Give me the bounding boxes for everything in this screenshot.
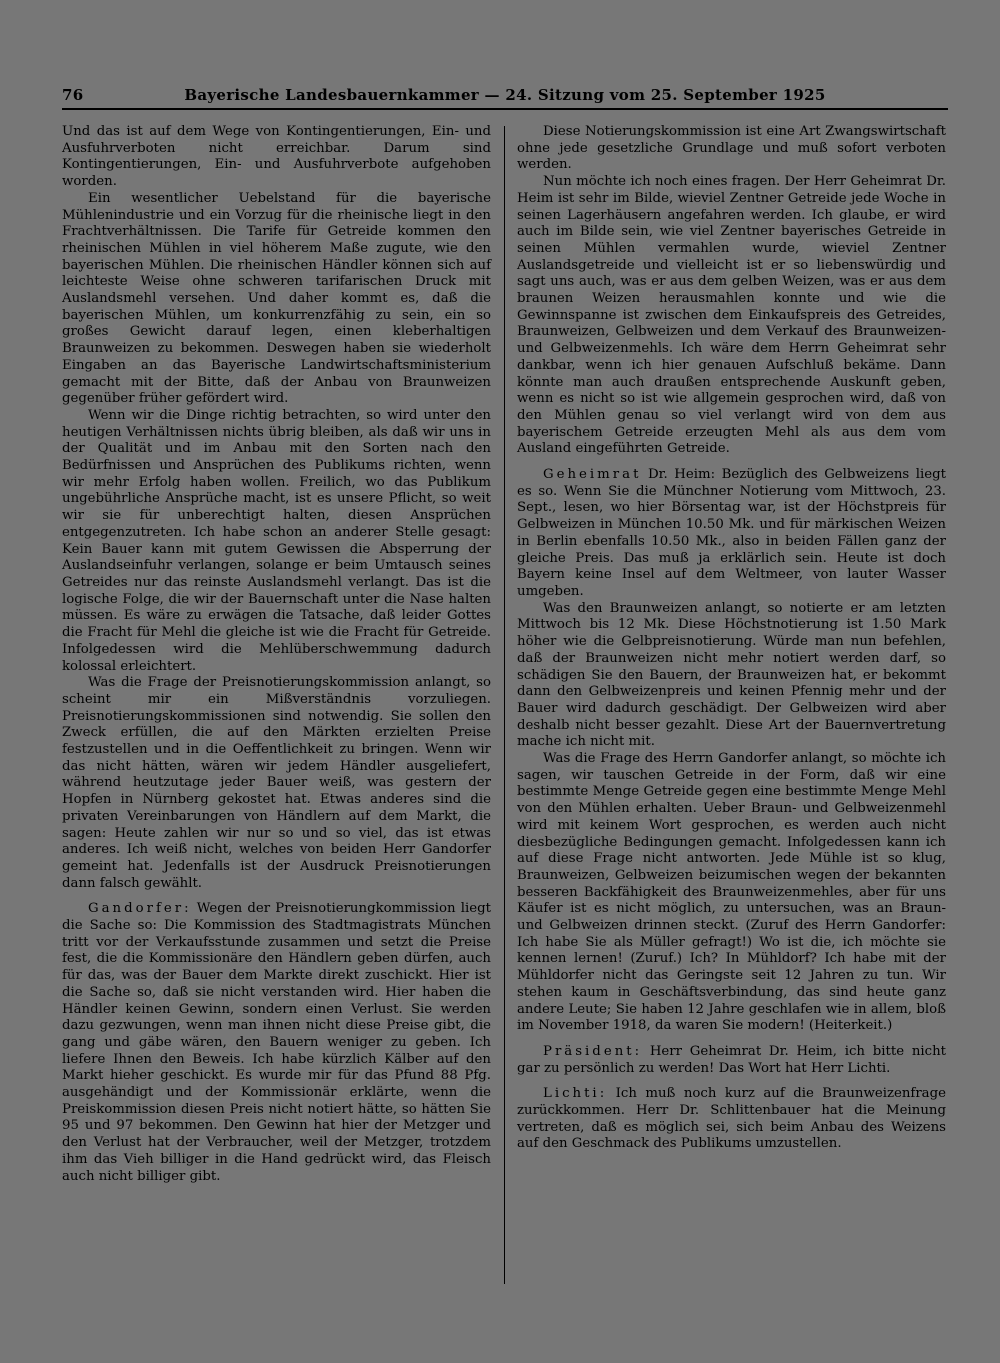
- page-number: 76: [62, 86, 84, 104]
- paragraph: Nun möchte ich noch eines fragen. Der Herr Geheimrat Dr. Heim ist sehr im Bilde, wieviel Zentner Getreide jede Woche in seinen Lagerhäusern angefahren werden. Ich glaube, er wird auch im Bilde sein, wie viel Zentner bayerisches Getreide in seinen Mühlen vermahlen wurde, wieviel Zentner Auslandsgetreide und vielleicht ist er so liebenswürdig und sagt uns auch, was er aus dem gelben Weizen, was er aus dem braunen Weizen herausmahlen konnte und wie die Gewinnspanne ist zwischen dem Einkaufspreis des Getreides, Braunweizen, Gelbweizen und dem Verkauf des Braunweizen- und Gelbweizenmehls. Ich wäre dem Herrn Geheimrat sehr dankbar, wenn ich hier genauen Aufschluß bekäme. Dann könnte man auch draußen entsprechende Auskunft geben, wenn es nicht so ist wie allgemein gesprochen wird, daß von den Mühlen genau so viel verlangt wird von dem aus bayerischem Getreide erzeugten Mehl als aus dem vom Ausland eingeführten Getreide.: [517, 174, 946, 457]
- speech-paragraph: [62, 901, 491, 1185]
- speech-text: Dr. Heim: Bezüglich des Gelbweizens liegt es so. Wenn Sie die Münchner Notierung vom Mittwoch, 23. Sept., lesen, wo hier Börsentag war, ist der Höchstpreis für Gelbweizen in München 10.50 Mk. und für märkischen Weizen in Berlin ebenfalls 10.50 Mk., also in beiden Fällen ganz der gleiche Preis. Das muß ja erklärlich sein. Heute ist doch Bayern keine Insel auf dem Weltmeer, von lauter Wasser umgeben.: [517, 467, 946, 599]
- left-column: [62, 124, 491, 1185]
- paragraph: Wenn wir die Dinge richtig betrachten, so wird unter den heutigen Verhältnissen nichts übrig bleiben, als daß wir uns in der Qualität und im Anbau mit den Sorten nach den Bedürfnissen und Ansprüchen des Publikums richten, wenn wir mehr Erfolg haben wollen. Freilich, wo das Publikum ungebührliche Ansprüche macht, ist es unsere Pflicht, so weit wir sie für unberechtigt halten, diesen Ansprüchen entgegenzutreten. Ich habe schon an anderer Stelle gesagt: Kein Bauer kann mit gutem Gewissen die Absperrung der Auslandseinfuhr verlangen, solange er beim Umtausch seines Getreides nur das reinste Auslandsmehl verlangt. Das ist die logische Folge, die wir der Bauernschaft unter die Nase halten müssen. Es wäre zu erwägen die Tatsache, daß leider Gottes die Fracht für Mehl die gleiche ist wie die Fracht für Getreide. Infolgedessen wird die Mehlüberschwemmung dadurch kolossal erleichtert.: [62, 407, 491, 674]
- speech-paragraph: [517, 1086, 946, 1153]
- paragraph: Was die Frage der Preisnotierungskommission anlangt, so scheint mir ein Mißverständnis vorzuliegen. Preisnotierungskommissionen sind notwendig. Sie sollen den Zweck erfüllen, die auf den Märkten erzielten Preise festzustellen und in die Oeffentlichkeit zu bringen. Wenn wir das nicht hätten, wären wir jedem Händler ausgeliefert, während heutzutage jeder Bauer weiß, was gestern der Hopfen in Nürnberg gekostet hat. Etwas anderes sind die privaten Vereinbarungen von Händlern auf dem Markt, die sagen: Heute zahlen wir nur so und so viel, das ist etwas anderes. Ich weiß nicht, welches von beiden Herr Gandorfer gemeint hat. Jedenfalls ist der Ausdruck Preisnotierungen dann falsch gewählt.: [62, 675, 491, 891]
- speaker-name: Lichti:: [543, 1086, 608, 1102]
- page-header: [62, 86, 948, 110]
- speech-paragraph: [517, 1044, 946, 1077]
- running-title: Bayerische Landesbauernkammer — 24. Sitzung vom 25. September 1925: [184, 86, 826, 104]
- right-column: [517, 124, 946, 1185]
- paragraph: Diese Notierungskommission ist eine Art Zwangswirtschaft ohne jede gesetzliche Grundlage und muß sofort verboten werden.: [517, 124, 946, 173]
- speaker-name: Gandorfer:: [88, 901, 192, 917]
- speech-paragraph: [517, 467, 946, 601]
- speaker-name: Geheimrat: [543, 467, 642, 483]
- paragraph: Und das ist auf dem Wege von Kontingentierungen, Ein- und Ausfuhrverboten nicht erreichbar. Darum sind Kontingentierungen, Ein- und Ausfuhrverbote aufgehoben worden.: [62, 124, 491, 190]
- speech-text: Herr Geheimrat Dr. Heim, ich bitte nicht gar zu persönlich zu werden! Das Wort hat Herr Lichti.: [517, 1043, 946, 1076]
- speech-text: Wegen der Preisnotierungkommission liegt die Sache so: Die Kommission des Stadtmagistrats München tritt vor der Verkaufsstunde zusammen und setzt die Preise fest, die die Kommissionäre den Händlern geben dürfen, auch für das, was der Bauer dem Markte direkt zuschickt. Hier ist die Sache so, daß sie nicht verstanden wird. Hier haben die Händler keinen Gewinn, sondern einen Verlust. Sie werden dazu gezwungen, wenn man ihnen nicht diese Preise gibt, die gang und gäbe wären, den Bauern weniger zu geben. Ich liefere Ihnen den Beweis. Ich habe kürzlich Kälber auf den Markt hieher geschickt. Es wurde mir für das Pfund 88 Pfg. ausgehändigt und der Kommissionär erklärte, wenn die Preiskommission diesen Preis nicht notiert hätte, so hätten Sie 95 und 97 bekommen. Den Gewinn hat hier der Metzger und den Verlust hat der Verbraucher, weil der Metzger, trotzdem ihm das Vieh billiger in die Hand gedrückt wird, das Fleisch auch nicht billiger gibt.: [62, 901, 491, 1184]
- speech-text: Ich muß noch kurz auf die Braunweizenfrage zurückkommen. Herr Dr. Schlittenbauer hat die Meinung vertreten, daß es möglich sei, sich beim Anbau des Weizens auf den Geschmack des Publikums umzustellen.: [517, 1086, 946, 1152]
- paragraph: Was die Frage des Herrn Gandorfer anlangt, so möchte ich sagen, wir tauschen Getreide in der Form, daß wir eine bestimmte Menge Getreide gegen eine bestimmte Menge Mehl von den Mühlen erhalten. Ueber Braun- und Gelbweizenmehl wird mit keinem Wort gesprochen, es werden auch nicht diesbezügliche Bedingungen gemacht. Infolgedessen kann ich auf diese Frage nicht antworten. Jede Mühle ist so klug, Braunweizen, Gelbweizen beizumischen wegen der bekannten besseren Backfähigkeit des Braunweizenmehles, aber für uns Käufer ist es nicht möglich, zu untersuchen, was an Braun- und Gelbweizen drinnen steckt. (Zuruf des Herrn Gandorfer: Ich habe Sie als Müller gefragt!) Wo ist die, ich möchte sie kennen lernen! (Zuruf.) Ich? In Mühldorf? Ich habe mit der Mühldorfer nicht das Geringste seit 12 Jahren zu tun. Wir stehen kaum in Geschäftsverbindung, das sind heute ganz andere Leute; Sie haben 12 Jahre geschlafen wie in allem, bloß im November 1918, da waren Sie modern! (Heiterkeit.): [517, 751, 946, 1034]
- column-divider: [504, 126, 505, 1284]
- paragraph: Was den Braunweizen anlangt, so notierte er am letzten Mittwoch bis 12 Mk. Diese Höchstnotierung ist 1.50 Mark höher wie die Gelbpreisnotierung. Würde man nun befehlen, daß der Braunweizen nicht mehr notiert werden darf, so schädigen Sie den Bauern, der Braunweizen hat, er bekommt dann den Gelbweizenpreis und keinen Pfennig mehr und der Bauer wird dadurch geschädigt. Der Gelbweizen wird aber deshalb nicht besser gezahlt. Diese Art der Bauernvertretung mache ich nicht mit.: [517, 600, 946, 750]
- speaker-name: Präsident:: [543, 1043, 643, 1059]
- paragraph: Ein wesentlicher Uebelstand für die bayerische Mühlenindustrie und ein Vorzug für die rheinische liegt in den Frachtverhältnissen. Die Tarife für Getreide kommen den rheinischen Mühlen in viel höherem Maße zugute, wie den bayerischen Mühlen. Die rheinischen Händler können sich auf leichteste Weise ohne schweren tarifarischen Druck mit Auslandsmehl versehen. Und daher kommt es, daß die bayerischen Mühlen, um konkurrenzfähig zu sein, ein so großes Gewicht darauf legen, einen kleberhaltigen Braunweizen zu bekommen. Deswegen haben sie wiederholt Eingaben an das Bayerische Landwirtschaftsministerium gemacht mit der Bitte, daß der Anbau von Braunweizen gegenüber früher gefördert wird.: [62, 190, 491, 407]
- text-columns: [62, 124, 948, 1185]
